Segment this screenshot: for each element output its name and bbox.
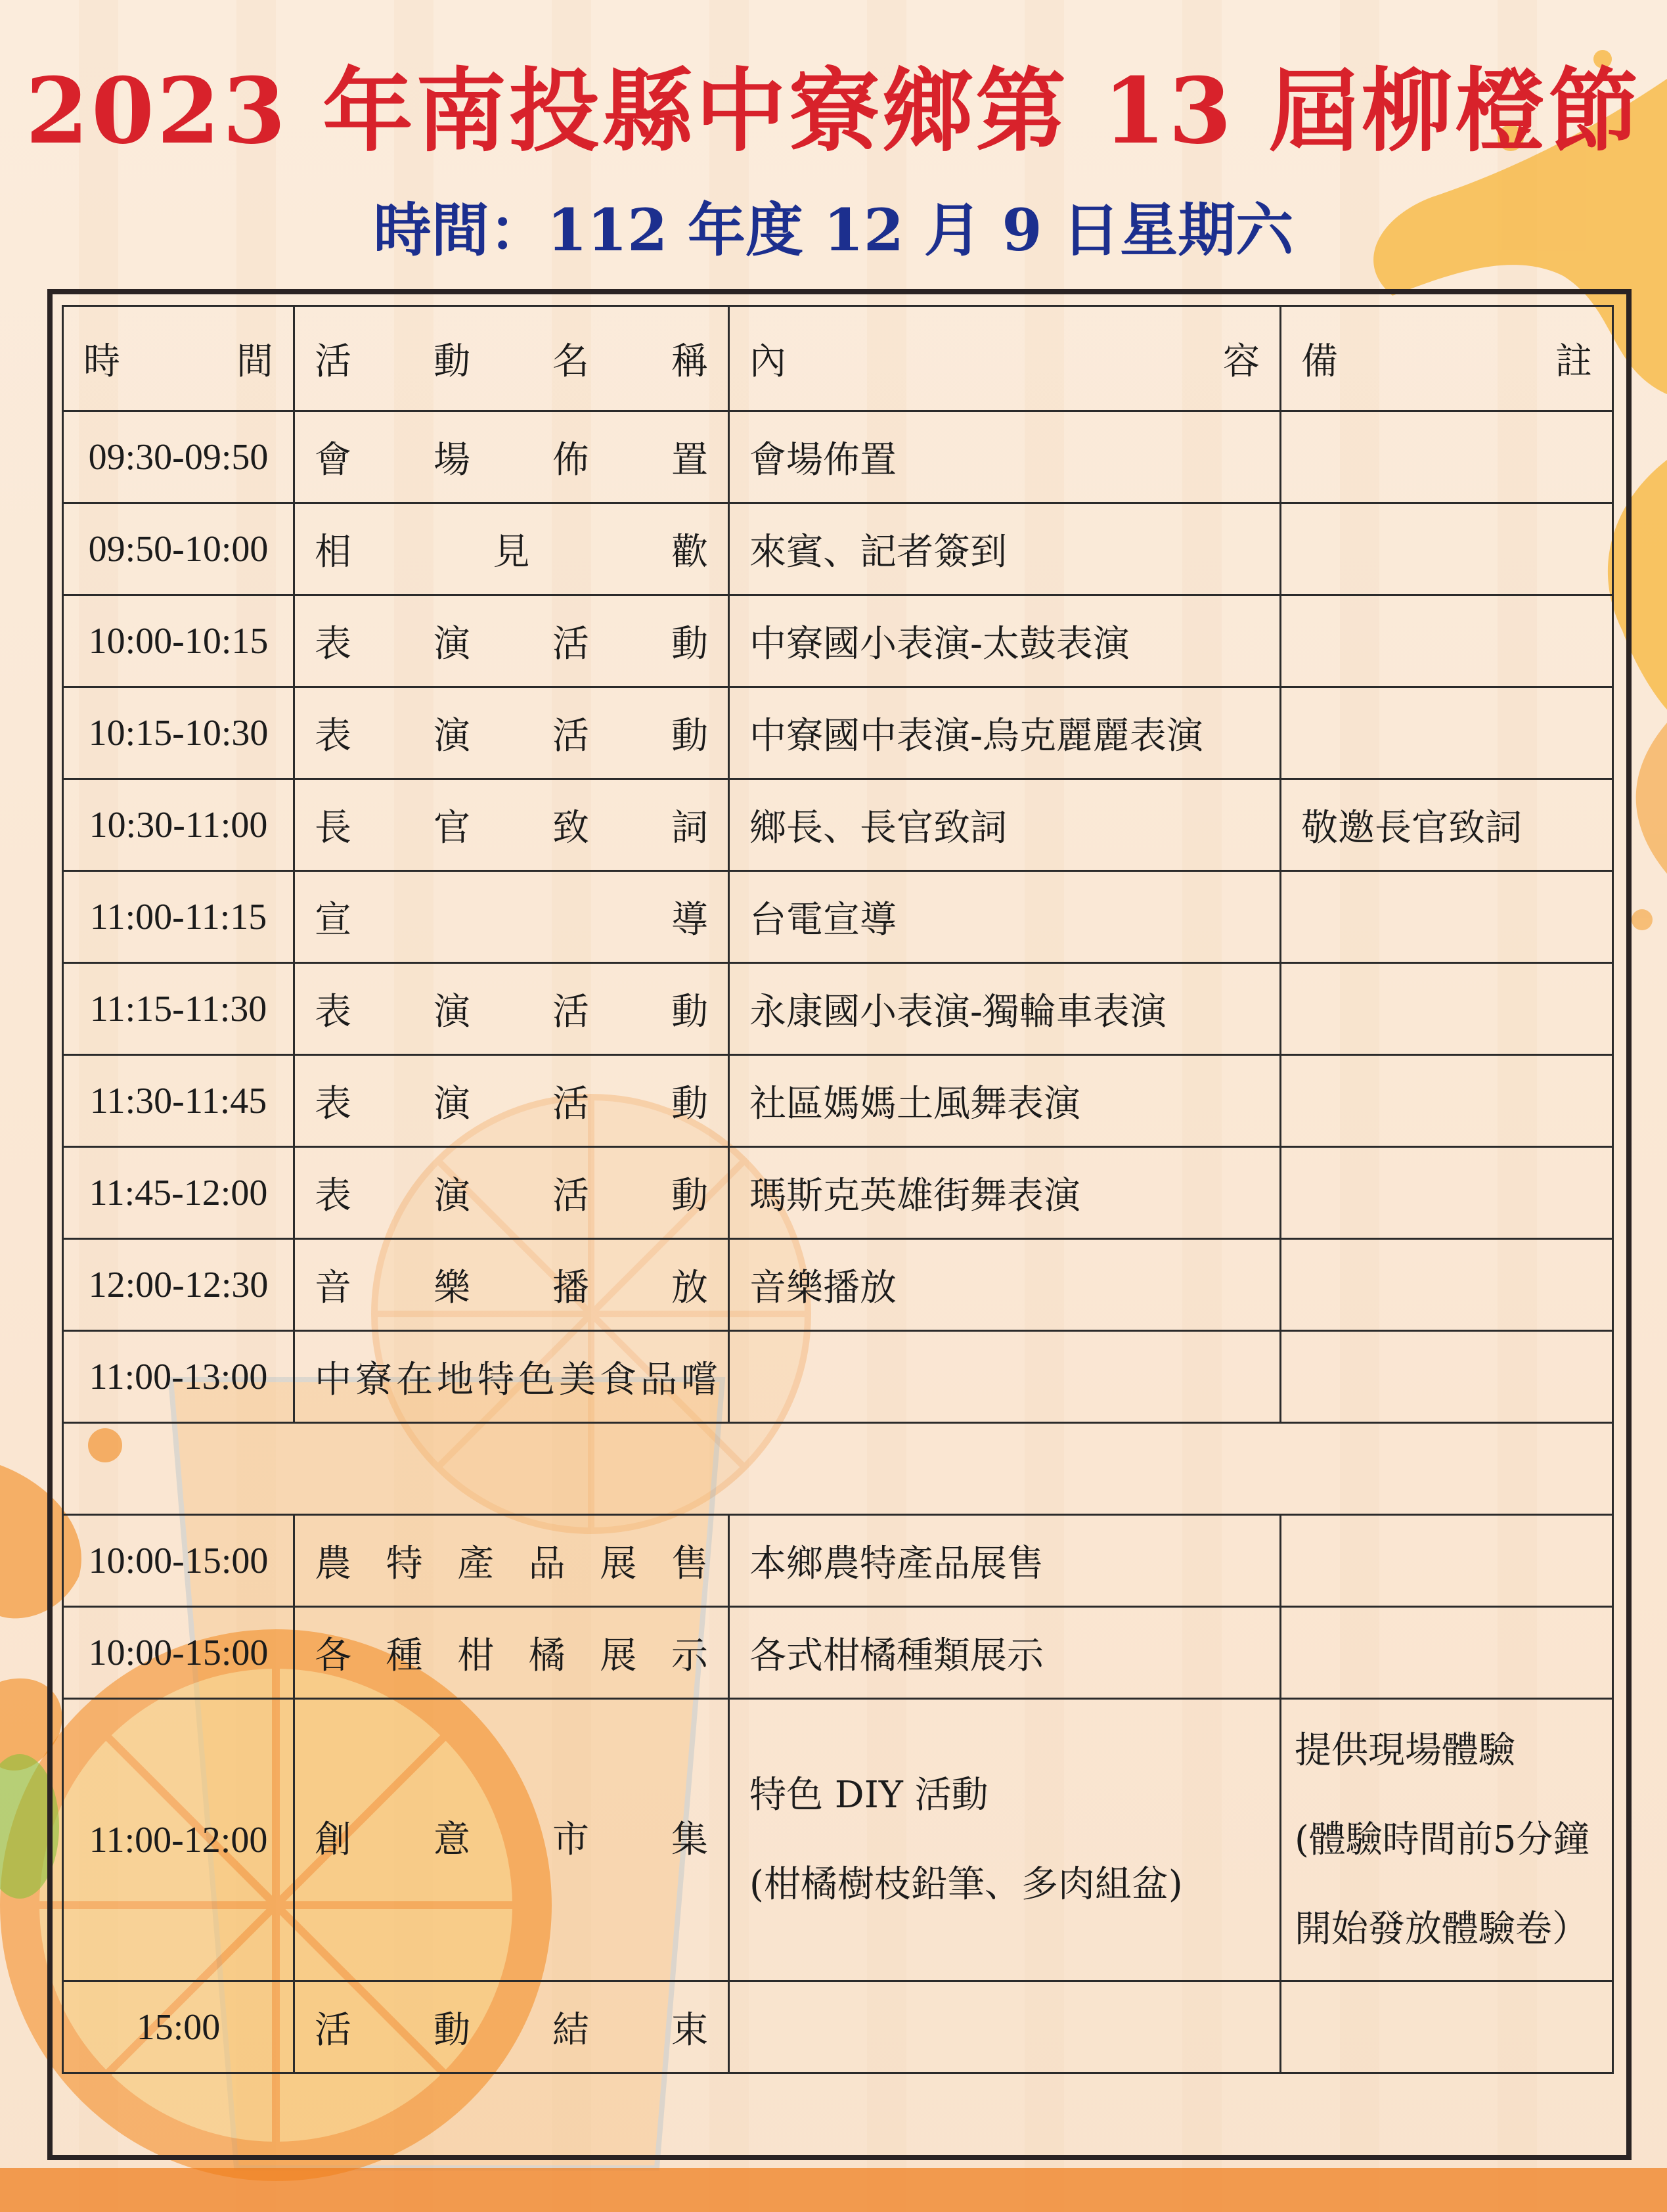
spread-char: 表 bbox=[315, 1082, 351, 1125]
spread-char: 稱 bbox=[671, 340, 708, 383]
note-cell bbox=[1281, 963, 1613, 1055]
activity-name bbox=[315, 983, 708, 1035]
note-cell bbox=[1281, 1699, 1613, 1981]
activity-name bbox=[315, 707, 708, 759]
spread-char: 樂 bbox=[433, 1266, 470, 1309]
spread-char: 歡 bbox=[671, 530, 708, 574]
activity-name bbox=[315, 891, 708, 943]
spread-char: 場 bbox=[433, 438, 470, 482]
activity-cell bbox=[294, 1239, 729, 1331]
spread-char: 間 bbox=[236, 340, 273, 383]
spread-char: 佈 bbox=[552, 438, 589, 482]
spread-char: 表 bbox=[315, 622, 351, 666]
spread-char: 柑 bbox=[457, 1634, 495, 1677]
table-row bbox=[63, 1981, 1613, 2073]
time-cell: 11:45-12:00 bbox=[63, 1147, 294, 1239]
table-row bbox=[63, 1607, 1613, 1699]
spread-char: 演 bbox=[433, 714, 470, 757]
spread-char: 意 bbox=[433, 1818, 470, 1861]
spread-char: 見 bbox=[493, 530, 530, 574]
event-date: 時間：112 年度 12 月 9 日星期六 bbox=[373, 196, 1294, 264]
activity-name bbox=[315, 799, 708, 851]
note-cell bbox=[1281, 1055, 1613, 1147]
spread-char: 束 bbox=[671, 2008, 708, 2052]
spread-char: 動 bbox=[433, 2008, 470, 2052]
spread-char: 容 bbox=[1223, 340, 1260, 383]
activity-cell bbox=[294, 1515, 729, 1607]
note-cell bbox=[1281, 1981, 1613, 2073]
activity-cell bbox=[294, 871, 729, 963]
activity-name bbox=[315, 1259, 708, 1311]
spread-char: 特 bbox=[386, 1542, 423, 1585]
activity-cell bbox=[294, 963, 729, 1055]
header-content bbox=[729, 306, 1281, 411]
note-cell bbox=[1281, 411, 1613, 503]
spread-char: 相 bbox=[315, 530, 351, 574]
spread-char: 內 bbox=[749, 340, 786, 383]
spread-char: 表 bbox=[315, 1174, 351, 1217]
table-row bbox=[63, 687, 1613, 779]
content-cell: 各式柑橘種類展示 bbox=[729, 1607, 1281, 1699]
table-row bbox=[63, 871, 1613, 963]
spread-char: 置 bbox=[671, 438, 708, 482]
content-cell bbox=[729, 1699, 1281, 1981]
activity-cell bbox=[294, 411, 729, 503]
time-cell: 10:00-15:00 bbox=[63, 1515, 294, 1607]
activity-cell bbox=[294, 1147, 729, 1239]
table-row bbox=[63, 963, 1613, 1055]
activity-name bbox=[315, 431, 708, 484]
spread-char: 詞 bbox=[671, 806, 708, 849]
activity-cell bbox=[294, 1699, 729, 1981]
spread-char: 活 bbox=[315, 340, 351, 383]
spread-char: 橘 bbox=[528, 1634, 566, 1677]
spread-char: 音 bbox=[315, 1266, 351, 1309]
spread-char: 表 bbox=[315, 990, 351, 1033]
spread-char: 演 bbox=[433, 622, 470, 666]
time-cell: 09:50-10:00 bbox=[63, 503, 294, 595]
table-row bbox=[63, 1239, 1613, 1331]
spread-char: 活 bbox=[552, 714, 589, 757]
schedule-table bbox=[62, 305, 1614, 2074]
activity-name bbox=[315, 615, 708, 667]
activity-name bbox=[315, 1627, 708, 1679]
header-note bbox=[1281, 306, 1613, 411]
content-cell: 社區媽媽土風舞表演 bbox=[729, 1055, 1281, 1147]
content-cell bbox=[729, 1331, 1281, 1423]
activity-cell bbox=[294, 687, 729, 779]
spread-char: 展 bbox=[600, 1542, 637, 1585]
spread-char: 市 bbox=[552, 1818, 589, 1861]
time-cell: 11:00-12:00 bbox=[63, 1699, 294, 1981]
spread-char: 演 bbox=[433, 1174, 470, 1217]
activity-cell bbox=[294, 503, 729, 595]
note-cell bbox=[1281, 503, 1613, 595]
activity-cell bbox=[294, 1981, 729, 2073]
activity-name bbox=[315, 2001, 708, 2054]
table-header-row bbox=[63, 306, 1613, 411]
table-spacer-row bbox=[63, 1423, 1613, 1515]
spread-char: 展 bbox=[600, 1634, 637, 1677]
time-cell: 09:30-09:50 bbox=[63, 411, 294, 503]
header-time bbox=[63, 306, 294, 411]
spread-char: 導 bbox=[671, 898, 708, 941]
spread-char: 長 bbox=[315, 806, 351, 849]
activity-name bbox=[315, 1075, 708, 1127]
spacer-cell bbox=[63, 1423, 1613, 1515]
note-line: 提供現場體驗 bbox=[1295, 1728, 1515, 1772]
time-cell: 11:15-11:30 bbox=[63, 963, 294, 1055]
spread-char: 創 bbox=[315, 1818, 351, 1861]
note-line: (體驗時間前5分鐘 bbox=[1295, 1818, 1590, 1861]
time-cell: 10:30-11:00 bbox=[63, 779, 294, 871]
note-cell bbox=[1281, 871, 1613, 963]
note-cell: 敬邀長官致詞 bbox=[1281, 779, 1613, 871]
table-row bbox=[63, 779, 1613, 871]
time-cell: 10:00-10:15 bbox=[63, 595, 294, 687]
content-line: (柑橘樹枝鉛筆、多肉組盆) bbox=[749, 1862, 1183, 1906]
spread-char: 放 bbox=[671, 1266, 708, 1309]
table-row bbox=[63, 595, 1613, 687]
spread-char: 動 bbox=[433, 340, 470, 383]
note-cell bbox=[1281, 1515, 1613, 1607]
table-row bbox=[63, 1331, 1613, 1423]
table-row bbox=[63, 1515, 1613, 1607]
spread-char: 官 bbox=[433, 806, 470, 849]
spread-char: 售 bbox=[671, 1542, 708, 1585]
spread-char: 動 bbox=[671, 714, 708, 757]
activity-name bbox=[315, 1167, 708, 1219]
note-cell bbox=[1281, 687, 1613, 779]
orange-bottom-strip bbox=[0, 2168, 1667, 2212]
spread-char: 產 bbox=[457, 1542, 495, 1585]
time-cell: 11:30-11:45 bbox=[63, 1055, 294, 1147]
note-cell bbox=[1281, 1147, 1613, 1239]
content-cell: 中寮國中表演-烏克麗麗表演 bbox=[729, 687, 1281, 779]
spread-char: 宣 bbox=[315, 898, 351, 941]
spread-char: 動 bbox=[671, 622, 708, 666]
time-cell: 11:00-11:15 bbox=[63, 871, 294, 963]
table-row bbox=[63, 1699, 1613, 1981]
spread-char: 註 bbox=[1555, 340, 1592, 383]
table-row bbox=[63, 503, 1613, 595]
spread-char: 動 bbox=[671, 990, 708, 1033]
content-cell: 鄉長、長官致詞 bbox=[729, 779, 1281, 871]
content-cell: 瑪斯克英雄街舞表演 bbox=[729, 1147, 1281, 1239]
activity-cell bbox=[294, 779, 729, 871]
activity-name bbox=[315, 1795, 708, 1885]
content-cell: 本鄉農特產品展售 bbox=[729, 1515, 1281, 1607]
note-cell bbox=[1281, 595, 1613, 687]
note-cell bbox=[1281, 1331, 1613, 1423]
content-line: 特色 DIY 活動 bbox=[749, 1773, 989, 1817]
spread-char: 備 bbox=[1301, 340, 1338, 383]
spread-char: 動 bbox=[671, 1082, 708, 1125]
note-line: 開始發放體驗卷） bbox=[1295, 1907, 1589, 1951]
spread-char: 名 bbox=[552, 340, 589, 383]
content-cell: 來賓、記者簽到 bbox=[729, 503, 1281, 595]
time-cell: 15:00 bbox=[63, 1981, 294, 2073]
spread-char: 播 bbox=[552, 1266, 589, 1309]
activity-name bbox=[315, 1535, 708, 1587]
activity-cell bbox=[294, 595, 729, 687]
content-cell: 會場佈置 bbox=[729, 411, 1281, 503]
note-cell bbox=[1281, 1607, 1613, 1699]
spread-char: 農 bbox=[315, 1542, 351, 1585]
spread-char: 活 bbox=[552, 622, 589, 666]
spread-char: 致 bbox=[552, 806, 589, 849]
spread-char: 動 bbox=[671, 1174, 708, 1217]
event-title: 2023 年南投縣中寮鄉第 13 屆柳橙節 bbox=[25, 57, 1642, 164]
note-cell bbox=[1281, 1239, 1613, 1331]
content-cell: 中寮國小表演-太鼓表演 bbox=[729, 595, 1281, 687]
content-cell: 永康國小表演-獨輪車表演 bbox=[729, 963, 1281, 1055]
spread-char: 演 bbox=[433, 990, 470, 1033]
table-row bbox=[63, 1055, 1613, 1147]
activity-cell: 中寮在地特色美食品嚐 bbox=[294, 1331, 729, 1423]
content-cell: 音樂播放 bbox=[729, 1239, 1281, 1331]
spread-char: 活 bbox=[552, 1082, 589, 1125]
time-cell: 11:00-13:00 bbox=[63, 1331, 294, 1423]
activity-cell bbox=[294, 1055, 729, 1147]
table-row bbox=[63, 1147, 1613, 1239]
content-cell bbox=[729, 1981, 1281, 2073]
spread-char: 演 bbox=[433, 1082, 470, 1125]
spread-char: 集 bbox=[671, 1818, 708, 1861]
spread-char: 活 bbox=[315, 2008, 351, 2052]
spread-char: 時 bbox=[83, 340, 120, 383]
activity-name bbox=[315, 523, 708, 576]
time-cell: 10:00-15:00 bbox=[63, 1607, 294, 1699]
spread-char: 各 bbox=[315, 1634, 351, 1677]
header-activity bbox=[294, 306, 729, 411]
spread-char: 會 bbox=[315, 438, 351, 482]
spread-char: 活 bbox=[552, 1174, 589, 1217]
table-row bbox=[63, 411, 1613, 503]
time-cell: 12:00-12:30 bbox=[63, 1239, 294, 1331]
spread-char: 表 bbox=[315, 714, 351, 757]
content-cell: 台電宣導 bbox=[729, 871, 1281, 963]
spread-char: 結 bbox=[552, 2008, 589, 2052]
spread-char: 活 bbox=[552, 990, 589, 1033]
spread-char: 示 bbox=[671, 1634, 708, 1677]
spread-char: 品 bbox=[528, 1542, 566, 1585]
time-cell: 10:15-10:30 bbox=[63, 687, 294, 779]
spread-char: 種 bbox=[386, 1634, 423, 1677]
activity-cell bbox=[294, 1607, 729, 1699]
